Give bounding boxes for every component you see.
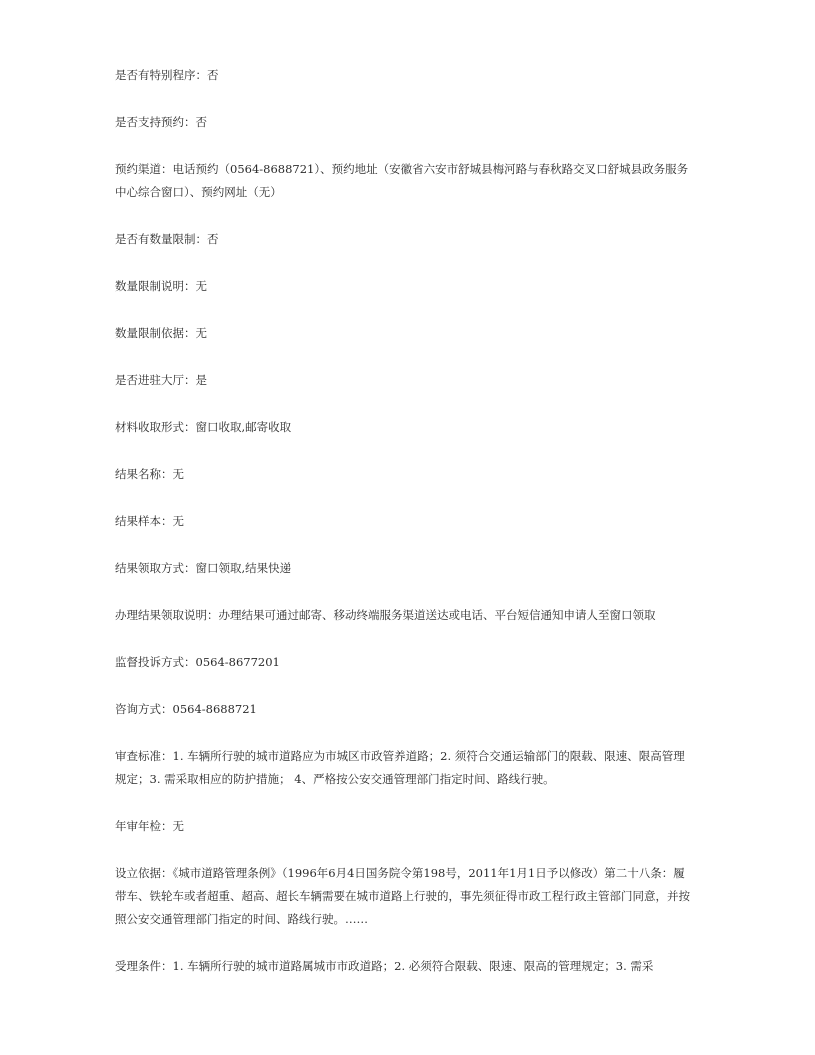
field-label: 受理条件：	[115, 959, 173, 973]
field-quantity-limit-description	[115, 275, 690, 298]
field-result-name	[115, 463, 690, 486]
field-value: 无	[195, 279, 207, 293]
field-value: 1. 车辆所行驶的城市道路应为市城区市政管养道路；2. 须符合交通运输部门的限载、限速、限高管理规定；3. 需采取相应的防护措施； 4、严格按公安交通管理部门指定时间、路线行驶。	[115, 749, 685, 786]
field-label: 数量限制说明：	[115, 279, 196, 293]
field-value: 否	[195, 115, 207, 129]
field-label: 审查标准：	[115, 749, 173, 763]
field-acceptance-conditions	[115, 955, 690, 978]
field-label: 数量限制依据：	[115, 326, 196, 340]
field-quantity-limit	[115, 228, 690, 251]
field-value: 0564-8688721	[172, 702, 257, 716]
field-value: 无	[172, 514, 184, 528]
field-value: 电话预约（0564-8688721）、预约地址（安徽省六安市舒城县梅河路与春秋路交叉口舒城县政务服务中心综合窗口）、预约网址（无）	[115, 162, 689, 199]
field-value: 办理结果可通过邮寄、移动终端服务渠道送达或电话、平台短信通知申请人至窗口领取	[218, 608, 656, 622]
field-value: 无	[172, 819, 184, 833]
field-value: 否	[207, 232, 219, 246]
field-value: 无	[195, 326, 207, 340]
field-label: 预约渠道：	[115, 162, 173, 176]
field-value: 窗口领取,结果快递	[195, 561, 292, 575]
field-label: 结果样本：	[115, 514, 173, 528]
field-label: 结果名称：	[115, 467, 173, 481]
field-label: 是否有数量限制：	[115, 232, 207, 246]
field-value: 0564-8677201	[195, 655, 280, 669]
field-label: 监督投诉方式：	[115, 655, 196, 669]
field-label: 材料收取形式：	[115, 420, 196, 434]
field-complaint-contact	[115, 651, 690, 674]
field-consultation-contact	[115, 698, 690, 721]
field-result-collection-note	[115, 604, 690, 627]
field-in-hall	[115, 369, 690, 392]
field-value: 否	[207, 68, 219, 82]
field-quantity-limit-basis	[115, 322, 690, 345]
field-label: 设立依据：	[115, 866, 173, 880]
field-value: 是	[195, 373, 207, 387]
field-value: 《城市道路管理条例》（1996年6月4日国务院令第198号，2011年1月1日予以修改）第二十八条：履带车、铁轮车或者超重、超高、超长车辆需要在城市道路上行驶的，事先须征得市政工程行政主管部门同意，并按照公安交通管理部门指定的时间、路线行驶。……	[115, 866, 690, 926]
field-label: 咨询方式：	[115, 702, 173, 716]
field-annual-inspection	[115, 815, 690, 838]
field-value: 窗口收取,邮寄收取	[195, 420, 292, 434]
field-label: 结果领取方式：	[115, 561, 196, 575]
field-reservation-channels	[115, 158, 690, 204]
field-label: 年审年检：	[115, 819, 173, 833]
field-label: 办理结果领取说明：	[115, 608, 219, 622]
field-material-collection	[115, 416, 690, 439]
field-result-sample	[115, 510, 690, 533]
field-label: 是否进驻大厅：	[115, 373, 196, 387]
field-reservation-support	[115, 111, 690, 134]
field-result-collection-method	[115, 557, 690, 580]
field-value: 1. 车辆所行驶的城市道路属城市市政道路；2. 必须符合限载、限速、限高的管理规定；3. 需采	[172, 959, 654, 973]
field-value: 无	[172, 467, 184, 481]
field-legal-basis	[115, 862, 690, 931]
document-page	[115, 64, 690, 978]
field-review-standard	[115, 745, 690, 791]
field-special-procedure	[115, 64, 690, 87]
field-label: 是否有特别程序：	[115, 68, 207, 82]
field-label: 是否支持预约：	[115, 115, 196, 129]
